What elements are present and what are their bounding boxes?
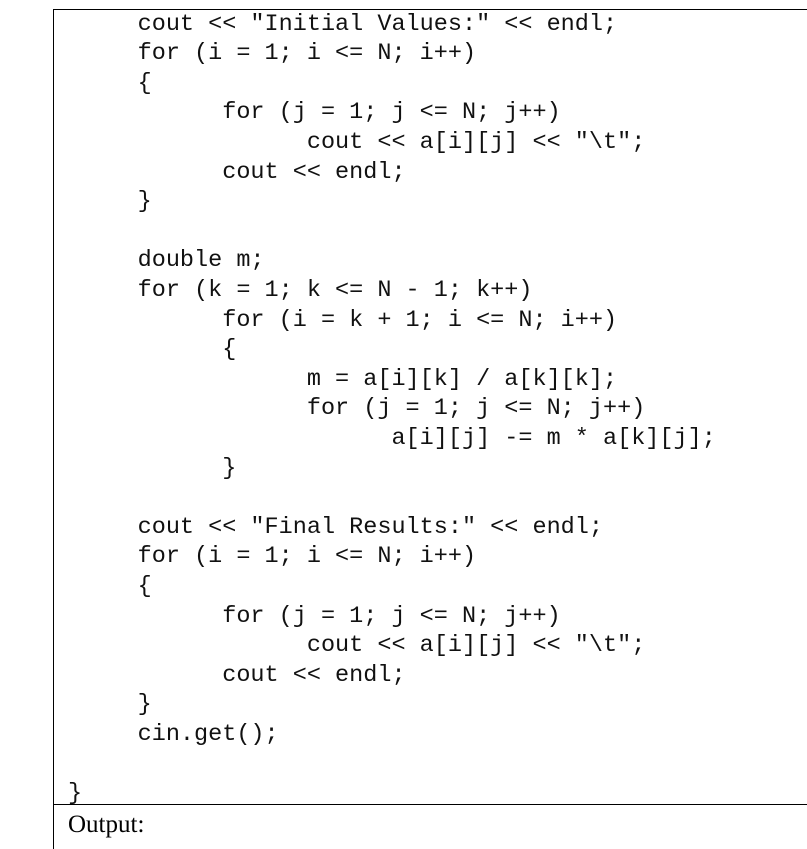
code-line: } xyxy=(53,188,152,216)
code-line: } xyxy=(68,780,83,808)
code-line: } xyxy=(53,454,237,482)
code-line: cout << a[i][j] << "\t"; xyxy=(53,632,646,660)
code-line: for (i = k + 1; i <= N; i++) xyxy=(53,306,618,334)
code-line: for (j = 1; j <= N; j++) xyxy=(53,602,561,630)
code-line: { xyxy=(53,336,237,364)
code-line: cout << endl; xyxy=(53,661,406,689)
code-line: for (j = 1; j <= N; j++) xyxy=(53,99,561,127)
output-divider xyxy=(53,804,807,805)
code-line: cout << endl; xyxy=(53,158,406,186)
code-line: m = a[i][k] / a[k][k]; xyxy=(53,365,618,393)
code-line: for (k = 1; k <= N - 1; k++) xyxy=(53,276,533,304)
code-line: { xyxy=(53,572,152,600)
code-line: } xyxy=(53,691,152,719)
code-line: double m; xyxy=(53,247,265,275)
code-line: for (j = 1; j <= N; j++) xyxy=(53,395,646,423)
code-line: cout << "Initial Values:" << endl; xyxy=(53,10,618,38)
code-line: cin.get(); xyxy=(53,720,279,748)
output-label: Output: xyxy=(68,811,145,838)
code-line: cout << "Final Results:" << endl; xyxy=(53,513,603,541)
code-line: a[i][j] -= m * a[k][j]; xyxy=(53,424,716,452)
code-line: { xyxy=(53,69,152,97)
code-line: for (i = 1; i <= N; i++) xyxy=(53,543,477,571)
code-line: for (i = 1; i <= N; i++) xyxy=(53,40,477,68)
code-line: cout << a[i][j] << "\t"; xyxy=(53,128,646,156)
